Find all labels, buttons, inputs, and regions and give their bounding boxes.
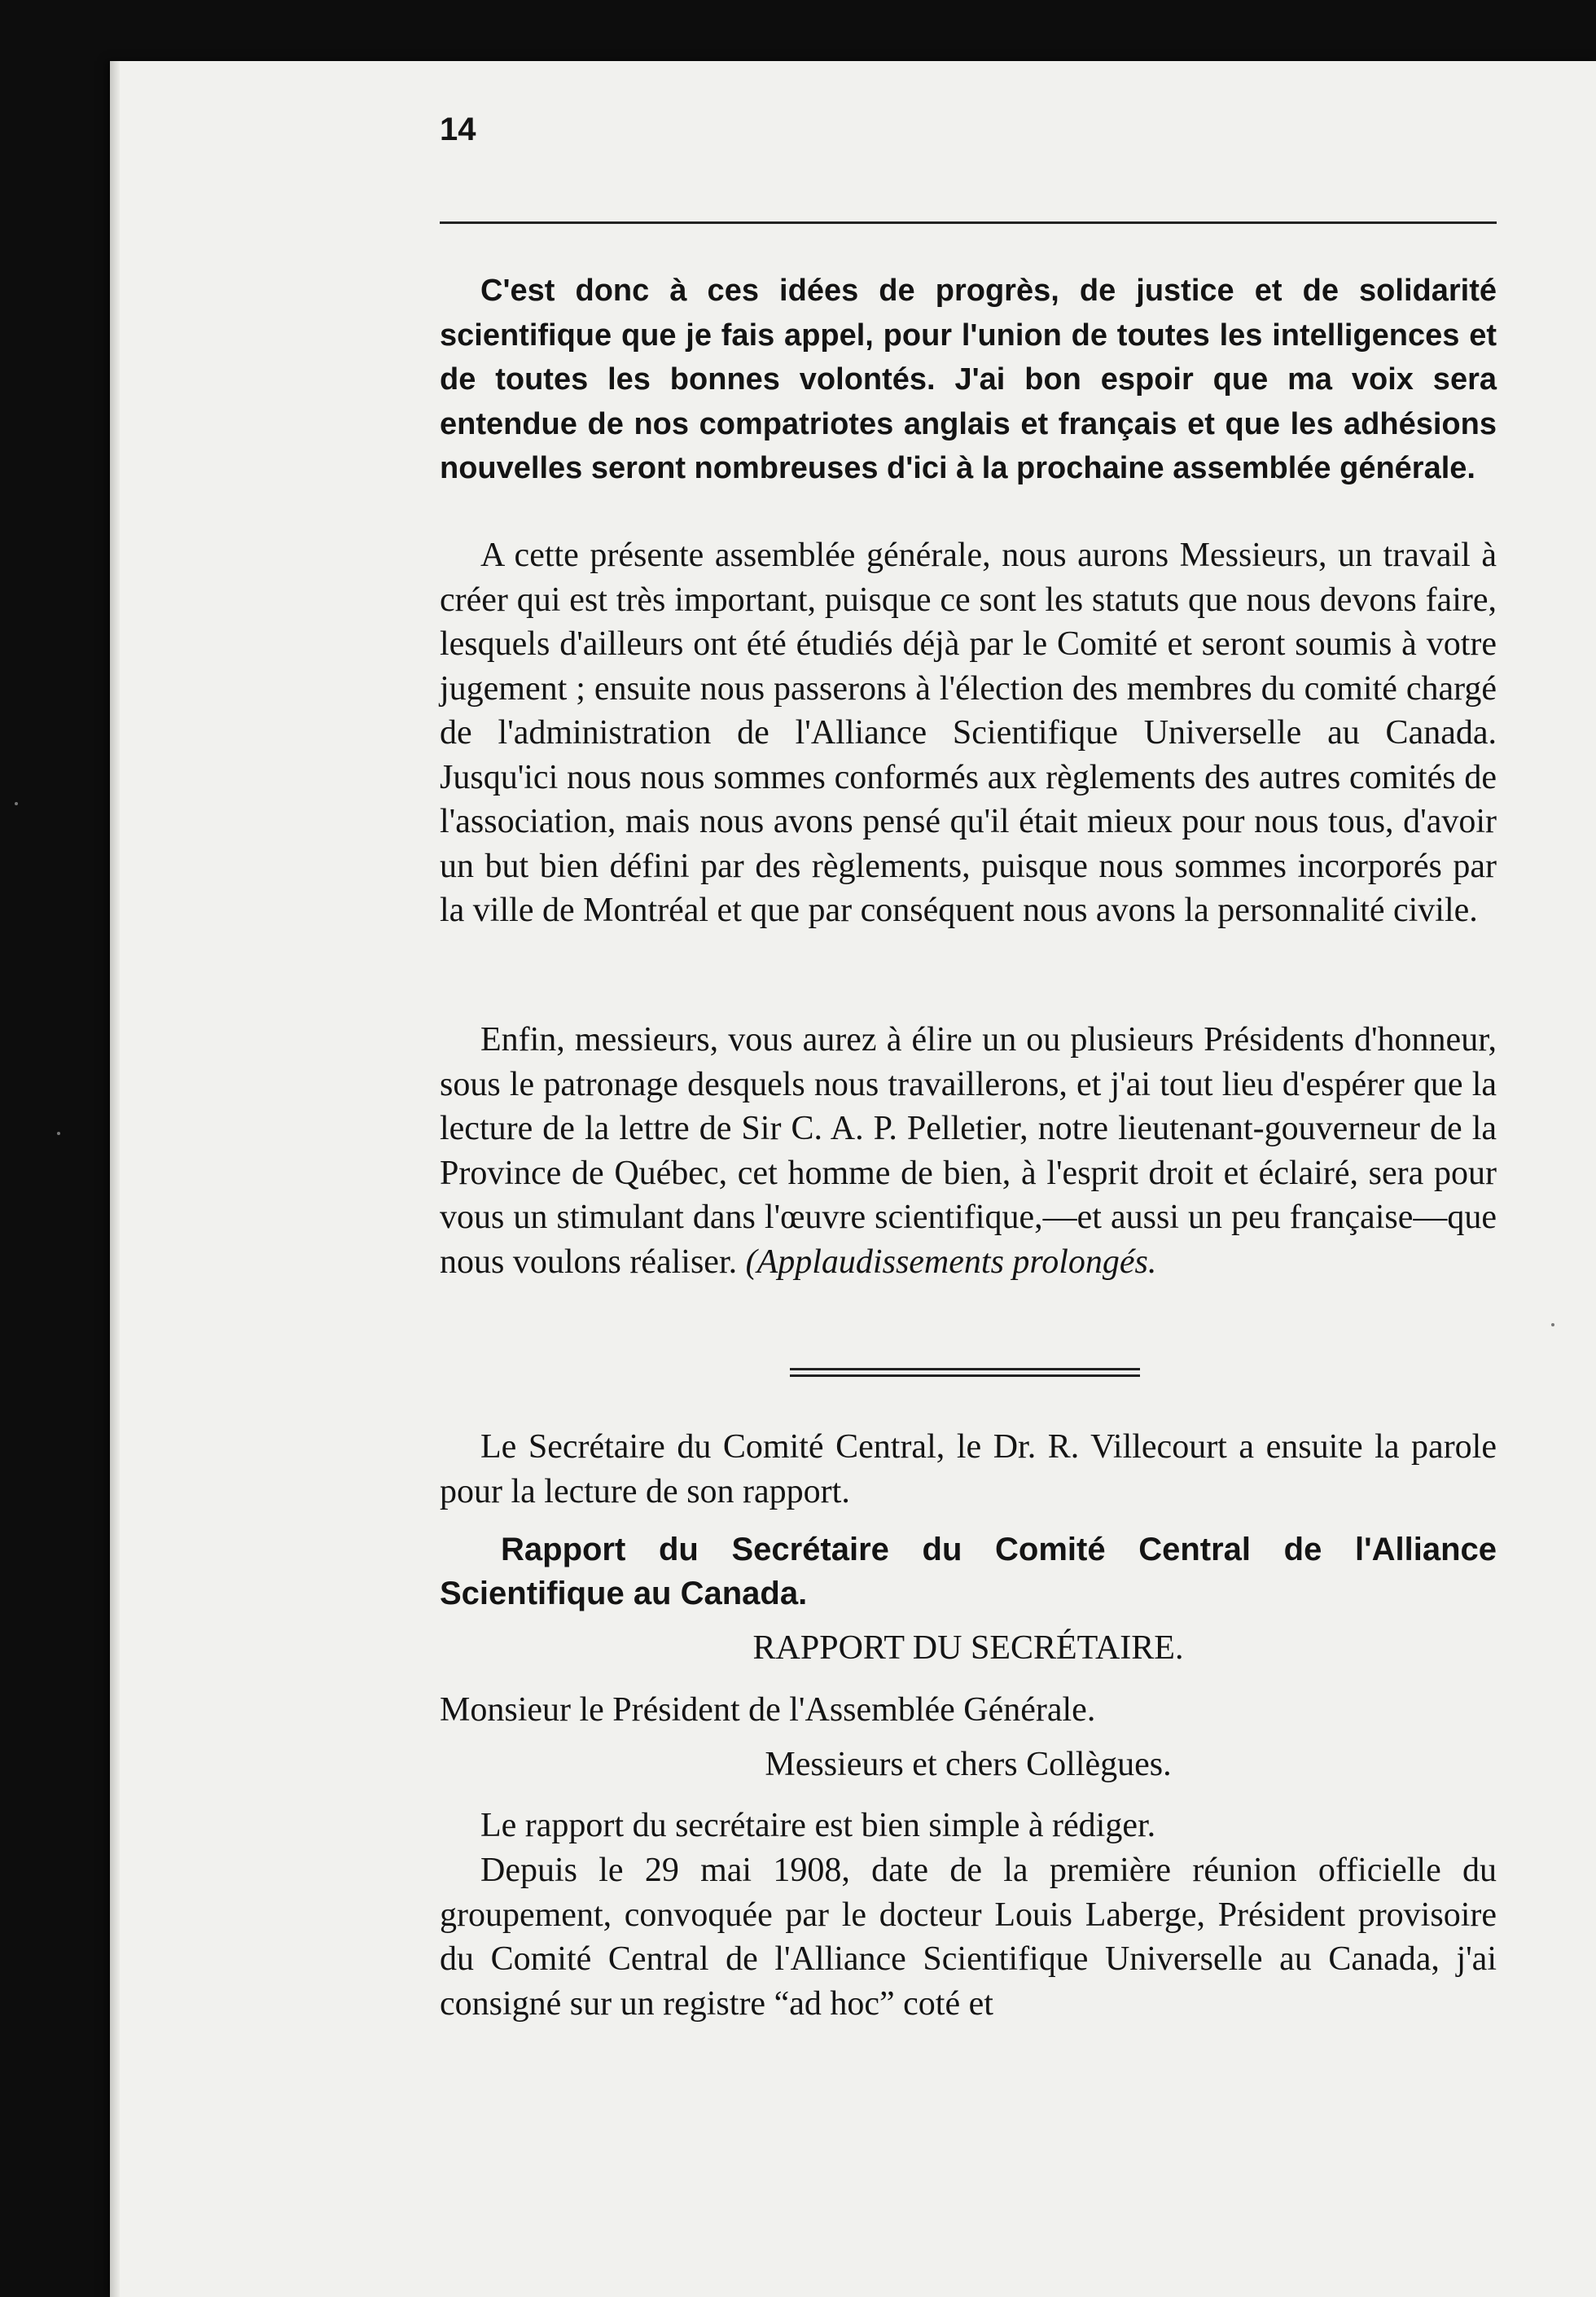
intro-paragraph: C'est donc à ces idées de progrès, de justice et de solidarité scientifique que je fais appel, pour l'union de toutes les intelligences et de toutes les bonnes volontés. J'ai bon espoir que ma voix sera entendue de nos compatriotes anglais et français et que les adhésions nouvelles seront nombreuses d'ici à la prochaine assemblée générale. xyxy=(440,274,1497,485)
salutation: Monsieur le Président de l'Assemblée Générale. xyxy=(440,1691,1096,1729)
page-edge xyxy=(110,61,120,2297)
section-divider xyxy=(790,1368,1140,1381)
header-rule xyxy=(440,221,1497,224)
greeting: Messieurs et chers Collègues. xyxy=(765,1746,1172,1783)
dust-speck xyxy=(15,802,18,805)
secretary-intro: Le Secrétaire du Comité Central, le Dr. R. Villecourt a ensuite la parole pour la lecture de son rapport. xyxy=(440,1428,1497,1510)
page-number: 14 xyxy=(440,112,476,147)
applause-note: (Applaudissements prolongés. xyxy=(745,1243,1157,1281)
statutes-paragraph: A cette présente assemblée générale, nous aurons Messieurs, un travail à créer qui est très important, puisque ce sont les statuts que nous devons faire, lesquels d'ailleurs ont été étudiés déjà par le Comité et seront soumis à votre jugement ; ensuite nous passerons à l'élection des membres du comité chargé de l'administration de l'Alliance Scientifique Universelle au Canada. Jusqu'ici nous nous sommes conformés aux règlements des autres comités de l'association, mais nous avons pensé qu'il était mieux pour nous tous, d'avoir un but bien défini par des règlements, puisque nous sommes incorporés par la ville de Montréal et que par conséquent nous avons la personnalité civile. xyxy=(440,537,1497,929)
honorary-presidents-text: Enfin, messieurs, vous aurez à élire un ou plusieurs Présidents d'honneur, sous le patronage desquels nous travaillerons, et j'ai tout lieu d'espérer que la lecture de la lettre de Sir C. A. P. Pelletier, notre lieutenant-gouverneur de la Province de Québec, cet homme de bien, à l'esprit droit et éclairé, sera pour vous un stimulant dans l'œuvre scientifique,—et aussi un peu française—que nous voulons réaliser. xyxy=(440,1021,1497,1281)
honorary-presidents-paragraph xyxy=(440,1018,1497,1284)
report-title: RAPPORT DU SECRÉTAIRE. xyxy=(752,1629,1184,1667)
report-paragraph: Depuis le 29 mai 1908, date de la première réunion officielle du groupement, convoquée par le docteur Louis Laberge, Président provisoire du Comité Central de l'Alliance Scientifique Universelle au Canada, j'ai consigné sur un registre “ad hoc” coté et xyxy=(440,1852,1497,2023)
dust-speck xyxy=(57,1132,60,1135)
report-first-line: Le rapport du secrétaire est bien simple à rédiger. xyxy=(480,1807,1156,1844)
report-heading: Rapport du Secrétaire du Comité Central de l'Alliance Scientifique au Canada. xyxy=(440,1532,1497,1611)
dust-speck xyxy=(1551,1323,1554,1326)
